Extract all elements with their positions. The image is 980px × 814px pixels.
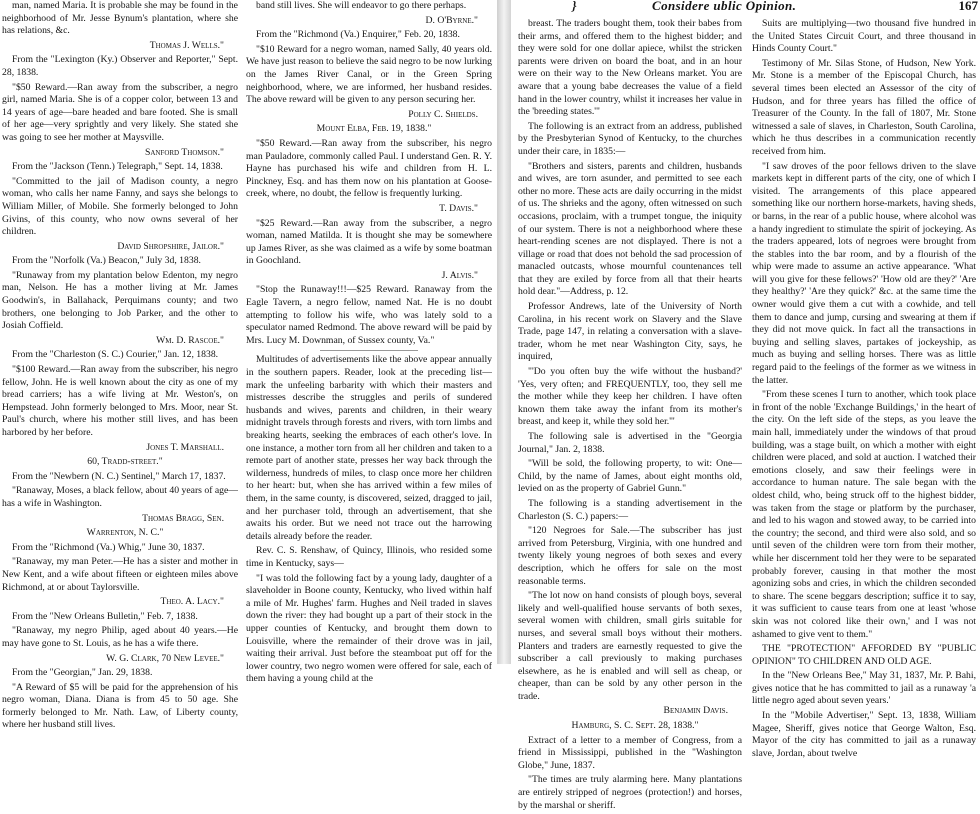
paragraph: "A Reward of $5 will be paid for the apprehension of his negro woman, Diana. Diana is from 45 to 50 age. She formerly belonged to Mr. Nath. Law, of Liberty county, where her husband still lives. [2,681,238,731]
signature-line: Jones T. Marshall. [146,441,224,453]
paragraph: "Brothers and sisters, parents and children, husbands and wives, are torn asunder, and permitted to see each other no more. These acts are daily occurring in the midst of us. The shrieks and the agony, often witnessed on such occasions, proclaim, with a trumpet tongue, the iniquity of our system. There is not a neighborhood where these heart-rending scenes are not displayed. There is not a village or road that does not behold the sad procession of manacled outcasts, whose mournful countenances tell that they are exiled by force from all that their hearts hold dear."—Address, p. 12. [518,160,742,298]
paragraph: "From these scenes I turn to another, which took place in front of the noble 'Exchange Buildings,' in the heart of the city. On the left side of the steps, as you leave the main hall, immediately under the windows of that proud building, was a stage built, on which a mother with eight children were placed, and sold at auction. I watched their emotions closely, and saw their feelings were in accordance to human nature. The sale began with the oldest child, who, being struck off to the highest bidder, was taken from the stage or platform by the purchaser, and led to his wagon and stowed away, to be carried into the country; the second, and third were also sold, and so until seven of the children were torn from their mother, while her discernment told her they were to be separated probably forever, causing in that mother the most agonizing sobs and cries, in which the children seconded to share. The scene beggars description; suffice it to say, it was sufficient to cause tears from one at least 'whose skin was not colored like their own,' and I was not ashamed to give vent to them." [752,389,976,640]
signature-line: David Shropshire, Jailor." [117,240,224,252]
right-column-1 [518,18,742,814]
paragraph: "The lot now on hand consists of plough boys, several likely and well-qualified house servants of both sexes, several women with children, small girls suitable for nurses, and several small boys without their mothers. Planters and traders are earnestly requested to give the subscriber a call previously to making purchases elsewhere, as he is enabled and will sell as cheap, or cheaper, than can be sold by any other person in the trade. [518,590,742,702]
signature-line: W. G. Clark, 70 New Levee." [106,652,224,664]
paragraph: In the "Mobile Advertiser," Sept. 13, 1838, William Magee, Sheriff, gives notice that George Walton, Esq. Mayor of the city has committed to jail as a runaway slave, Jordan, about twelve [752,710,976,759]
left-column-1 [2,0,238,734]
signature-line: Thomas J. Wells." [149,39,224,51]
paragraph: "Ranaway, Moses, a black fellow, about 40 years of age—has a wife in Washington. [2,485,238,509]
paragraph: "Runaway from my plantation below Edenton, my negro man, Nelson. He has a mother living at Mr. James Goodwin's, in Ballahack, Perquimans county; and two brothers, one belonging to Job Parker, and the other to Josiah Coffield. [2,269,238,332]
paragraph: Rev. C. S. Renshaw, of Quincy, Illinois, who resided some time in Kentucky, says— [246,545,492,569]
paragraph: "'Do you often buy the wife without the husband?' 'Yes, very often; and FREQUENTLY, too, they sell me the mother while they keep her children. I have often known them take away the infant from its mother's breast, and keep it, while they sold her.'" [518,366,742,428]
source-citation: From the "Jackson (Tenn.) Telegraph," Sept. 14, 1838. [12,161,223,173]
signature-line: Warrenton, N. C." [86,527,164,539]
paragraph: "$10 Reward for a negro woman, named Sally, 40 years old. We have just reason to believe the said negro to be now lurking on the James River Canal, or in the Green Spring neighborhood, where, we are informed, her husband resides. The above reward will be given to any person securing her. [246,43,492,106]
paragraph: The following sale is advertised in the "Georgia Journal," Jan. 2, 1838. [518,431,742,455]
left-column-2 [246,0,492,688]
paragraph: "The times are truly alarming here. Many plantations are entirely stripped of negroes (protection!) and horses, by the marshal or sheriff. [518,774,742,811]
paragraph: "$25 Reward.—Ran away from the subscriber, a negro woman, named Matilda. It is thought she may be somewhere up James River, as she was claimed as a wife by some boatman in Goochland. [246,217,492,267]
paragraph: In the "New Orleans Bee," May 31, 1837, Mr. P. Bahi, gives notice that he has committed to jail as a runaway 'a little negro aged about seven years.' [752,670,976,707]
paragraph: Testimony of Mr. Silas Stone, of Hudson, New York. Mr. Stone is a member of the Episcopal Church, has several times been elected an Assessor of the city of Hudson, and for three years has filled the office of Treasurer of the County. In the fall of 1807, Mr. Stone witnessed a sale of slaves, in Charleston, South Carolina, which he thus describes in a communication recently received from him. [752,57,976,157]
paragraph: "Stop the Runaway!!!—$25 Reward. Ranaway from the Eagle Tavern, a negro fellow, named Nat. He is no doubt attempting to follow his wife, who was lately sold to a speculator named Redmond. The above reward will be paid by Mrs. Lucy M. Downman, of Sussex county, Va." [246,284,492,346]
signature-line: Wm. D. Rascoe." [156,334,224,346]
source-citation: From the "Norfolk (Va.) Beacon," July 3d, 1838. [12,255,201,267]
paragraph: "Ranaway, my man Peter.—He has a sister and mother in New Kent, and a wife about fifteen or eighteen miles above Richmond, at or about Taylorsville. [2,556,238,593]
paragraph: The following is an extract from an address, published by the Presbyterian Synod of Kentucky, to the churches under their care, in 1835:— [518,120,742,157]
signature-line: J. Alvis." [441,269,478,281]
signature-line: T. Davis." [439,202,478,214]
paragraph: "I was told the following fact by a young lady, daughter of a slaveholder in Boone county, Kentucky, who lived within half a mile of Mr. Hughes' farm. Hughes and Neil traded in slaves down the river: they had bought up a part of their stock in the upper counties of Kentucky, and brought them down to Louisville, where the remainder of their drove was in jail, waiting their arrival. Just before the steamboat put off for the lower country, two negro women were offered for sale, each of them having a young child at the [246,572,492,685]
paragraph: "Ranaway, my negro Philip, aged about 40 years.—He may have gone to St. Louis, as he has a wife there. [2,625,238,649]
running-header [512,0,980,14]
paragraph: "$100 Reward.—Ran away from the subscriber, his negro fellow, John. He is well known about the city as one of my bread carriers; has a wife living at Mr. Weston's, on Hempstead. John formerly belonged to Mrs. Moor, near St. Paul's church, where his mother still lives, and has been harbored by her before. [2,364,238,438]
paragraph: breast. The traders bought them, took their babes from their arms, and offered them to the highest bidder; and they were sold for one dollar apiece, whilst the stricken parents were driven on board the boat, and in an hour were on their way to the New Orleans market. You are aware that a young babe decreases the value of a field hand in the lower country, whilst it increases her value in the 'breeding states.'" [518,18,742,118]
paragraph: "$50 Reward.—Ran away from the subscriber, his negro man Pauladore, commonly called Paul. I understand Gen. R. Y. Hayne has purchased his wife and children from H. L. Pinckney, Esq. and has them now on his plantation at Goose-creek, where, no doubt, the fellow is frequently lurking. [246,137,492,200]
page-number: 167 [958,0,978,13]
paragraph: "$50 Reward.—Ran away from the subscriber, a negro girl, named Maria. She is of a copper color, between 13 and 14 years of age—bare headed and bare footed. She is small of her age—very sprightly and very likely. She stated she was going to see her mother at Maysville. [2,81,238,143]
signature-line: Benjamin Davis. [663,705,728,717]
source-citation: From the "Newbern (N. C.) Sentinel," March 17, 1837. [12,470,226,482]
paragraph: Suits are multiplying—two thousand five hundred in the United States Circuit Court, and three thousand in Hinds County Court." [752,18,976,55]
right-page [512,0,980,811]
left-page [0,0,496,731]
paragraph: "Will be sold, the following property, to wit: One—Child, by the name of James, about eight months old, levied on as the property of Gabriel Gunn." [518,458,742,495]
signature-line: Hamburg, S. C. Sept. 28, 1838." [571,720,699,732]
source-citation: From the "Richmond (Va.) Enquirer," Feb. 20, 1838. [256,29,460,41]
signature-line: Sanford Thomson." [144,146,224,158]
paragraph: THE "PROTECTION" AFFORDED BY "PUBLIC OPINION" TO CHILDREN AND OLD AGE. [752,643,976,667]
paragraph: "I saw droves of the poor fellows driven to the slave markets kept in different parts of the city, one of which I visited. The arrangements of this place appeared something like our northern horse-markets, having sheds, or barns, in the rear of a public house, where alcohol was a handy ingredient to stimulate the spirit of jockeying. As the traders appeared, lots of negroes were brought from the stables into the bar room, and by a flourish of the whip were made to assume an active appearance. 'What will you give for these fellows?' 'How old are they?' 'Are they healthy?' 'Are they quick?' &c. at the same time the owner would give them a cut with a cowhide, and tell them to dance and jump, cursing and swearing at them if they did not move quick. In fact all the transactions in buying and selling slaves, partakes of jockeyship, as much as buying and selling horses. There was as little regard paid to the feelings of the former as we witness in the latter. [752,160,976,386]
paragraph: "120 Negroes for Sale.—The subscriber has just arrived from Petersburg, Virginia, with one hundred and twenty likely young negroes of both sexes and every description, which he offers for sale on the most reasonable terms. [518,525,742,587]
source-citation: From the "Richmond (Va.) Whig," June 30, 1837. [12,541,205,553]
running-title: Considere ublic Opinion. [652,0,797,13]
paragraph: Professor Andrews, late of the University of North Carolina, in his recent work on Slavery and the Slave Trade, page 147, in relating a conversation with a slave-trader, whom he met near Washington City, says, he inquired, [518,301,742,363]
paragraph: "Committed to the jail of Madison county, a negro woman, who calls her name Fanny, and says she belongs to William Miller, of Mobile. She formerly belonged to John Givins, of this county, who now owns several of her children. [2,175,238,238]
signature-line: Polly C. Shields. [408,108,478,120]
source-citation: From the "Georgian," Jan. 29, 1838. [12,667,153,679]
paragraph: man, named Maria. It is probable she may be found in the neighborhood of Mr. Jesse Bynum's plantation, where she has relations, &c. [2,0,238,37]
divider-rule [320,350,418,351]
right-column-2 [752,18,976,762]
signature-line: Thomas Bragg, Sen. [142,512,224,524]
source-citation: From the "Charleston (S. C.) Courier," Jan. 12, 1838. [12,349,219,361]
book-gutter [497,0,511,664]
signature-line: Mount Elba, Feb. 19, 1838." [316,123,432,135]
source-citation: From the "Lexington (Ky.) Observer and Reporter," Sept. 28, 1838. [2,54,238,78]
header-fragment: } [572,0,577,13]
signature-line: Theo. A. Lacy." [160,596,224,608]
paragraph: Multitudes of advertisements like the above appear annually in the southern papers. Reader, look at the preceding list—mark the unfeeling barbarity with which their masters and mistresses describe the struggles and perils of sundered husbands and wives, parents and children, in their weary midnight travels through forests and rivers, with torn limbs and breaking hearts, seeking the embraces of each other's love. In one instance, a mother torn from all her children and taken to a remote part of another state, presses her way back through the wilderness, hundreds of miles, to clasp once more her children to her heart: but, when she has arrived within a few miles of them, in the same county, is discovered, seized, dragged to jail, and her purchaser told, through an advertisement, that she awaits his order. But we need not trace out the harrowing details already before the reader. [246,354,492,542]
paragraph: Extract of a letter to a member of Congress, from a friend in Mississippi, published in the "Washington Globe," June, 1837. [518,734,742,771]
paragraph: The following is a standing advertisement in the Charleston (S. C.) papers:— [518,497,742,522]
source-citation: From the "New Orleans Bulletin," Feb. 7, 1838. [12,610,198,622]
signature-line: D. O'Byrne." [425,14,478,26]
paragraph: band still lives. She will endeavor to go there perhaps. [256,0,467,11]
signature-line: 60, Tradd-street." [87,456,163,468]
